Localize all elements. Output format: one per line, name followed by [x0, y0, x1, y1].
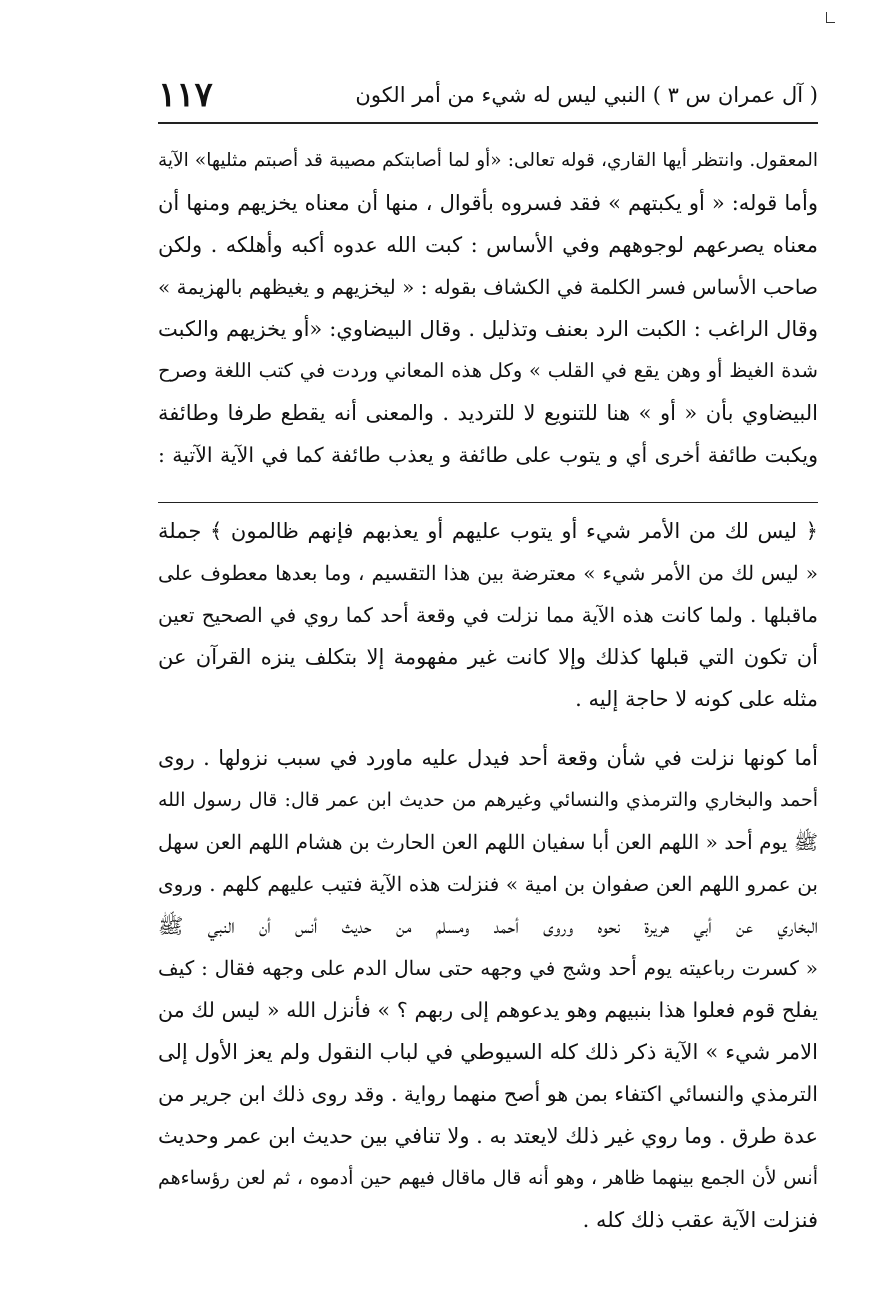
text-line: وأما قوله: « أو يكبتهم » فقد فسروه بأقوال ، منها أن معناه يخزيهم ومنها أن: [158, 191, 818, 215]
running-title: ( آل عمران س ٣ ) النبي ليس له شيء من أمر الكون: [355, 83, 818, 107]
verse-line: ﴿ ليس لك من الأمر شيء أو يتوب عليهم أو يعذبهم فإنهم ظالمون ﴾ جملة: [158, 519, 818, 543]
text-line: أما كونها نزلت في شأن وقعة أحد فيدل عليه ماورد في سبب نزولها . روى: [158, 746, 818, 770]
text-line: وقال الراغب : الكبت الرد بعنف وتذليل . وقال البيضاوي: «أو يخزيهم والكبت: [158, 317, 818, 341]
text-line: صاحب الأساس فسر الكلمة في الكشاف بقوله : « ليخزيهم و يغيظهم بالهزيمة »: [158, 275, 818, 299]
text-line: ﷺ يوم أحد « اللهم العن أبا سفيان اللهم العن الحارث بن هشام اللهم العن سهل: [158, 830, 818, 854]
text-line: ماقبلها . ولما كانت هذه الآية مما نزلت في وقعة أحد كما روي في الصحيح تعين: [158, 603, 818, 627]
text-line: البخاري عن أبي هريرة نحوه وروى أحمد ومسلم من حديث أنس أن النبي ﷺ: [158, 914, 818, 938]
text-line: شدة الغيظ أو وهن يقع في القلب » وكل هذه المعاني وردت في كتب اللغة وصرح: [158, 359, 818, 382]
text-line: يفلح قوم فعلوا هذا بنبيهم وهو يدعوهم إلى ربهم ؟ » فأنزل الله « ليس لك من: [158, 998, 818, 1022]
text-line: الترمذي والنسائي اكتفاء بمن هو أصح منهما رواية . وقد روى ذلك ابن جرير من: [158, 1082, 818, 1106]
commentary-paragraph-1: [158, 140, 818, 476]
page-header: [158, 70, 818, 120]
text-line: « ليس لك من الأمر شيء » معترضة بين هذا التقسيم ، وما بعدها معطوف على: [158, 561, 818, 585]
text-line: المعقول. وانتظر أيها القاري، قوله تعالى: «أو لما أصابتكم مصيبة قد أصبتم مثليها» الآية: [158, 150, 818, 171]
text-line: أن تكون التي قبلها كذلك وإلا كانت غير مفهومة إلا بتكلف ينزه القرآن عن: [158, 645, 818, 669]
text-line: فنزلت الآية عقب ذلك كله .: [582, 1208, 818, 1232]
verse-commentary: [158, 510, 818, 720]
text-line: ويكبت طائفة أخرى أي و يتوب على طائفة و يعذب طائفة كما في الآية الآتية :: [158, 443, 818, 467]
text-line: أنس لأن الجمع بينهما ظاهر ، وهو أنه قال ماقال فيهم حين أدموه ، ثم لعن رؤساءهم: [158, 1167, 818, 1189]
commentary-paragraph-3: [158, 737, 818, 1241]
text-line: الامر شيء » الآية ذكر ذلك كله السيوطي في لباب النقول ولم يعز الأول إلى: [158, 1040, 818, 1064]
text-line: معناه يصرعهم لوجوههم وفي الأساس : كبت الله عدوه أكبه وأهلكه . ولكن: [158, 233, 818, 257]
text-line: « كسرت رباعيته يوم أحد وشج في وجهه حتى سال الدم على وجهه فقال : كيف: [158, 956, 818, 980]
text-line: البيضاوي بأن « أو » هنا للتنويع لا للترديد . والمعنى أنه يقطع طرفا وطائفة: [158, 401, 818, 425]
page-number: ١١٧: [158, 75, 213, 115]
header-rule: [158, 122, 818, 124]
text-line: بن عمرو اللهم العن صفوان بن امية » فنزلت هذه الآية فتيب عليهم كلهم . وروى: [158, 872, 818, 896]
text-line: مثله على كونه لا حاجة إليه .: [575, 687, 818, 711]
corner-mark: [826, 12, 835, 23]
text-line: أحمد والبخاري والترمذي والنسائي وغيرهم من حديث ابن عمر قال: قال رسول الله: [158, 789, 818, 811]
section-separator: [158, 502, 818, 503]
text-line: عدة طرق . وما روي غير ذلك لايعتد به . ولا تنافي بين حديث ابن عمر وحديث: [158, 1124, 818, 1148]
